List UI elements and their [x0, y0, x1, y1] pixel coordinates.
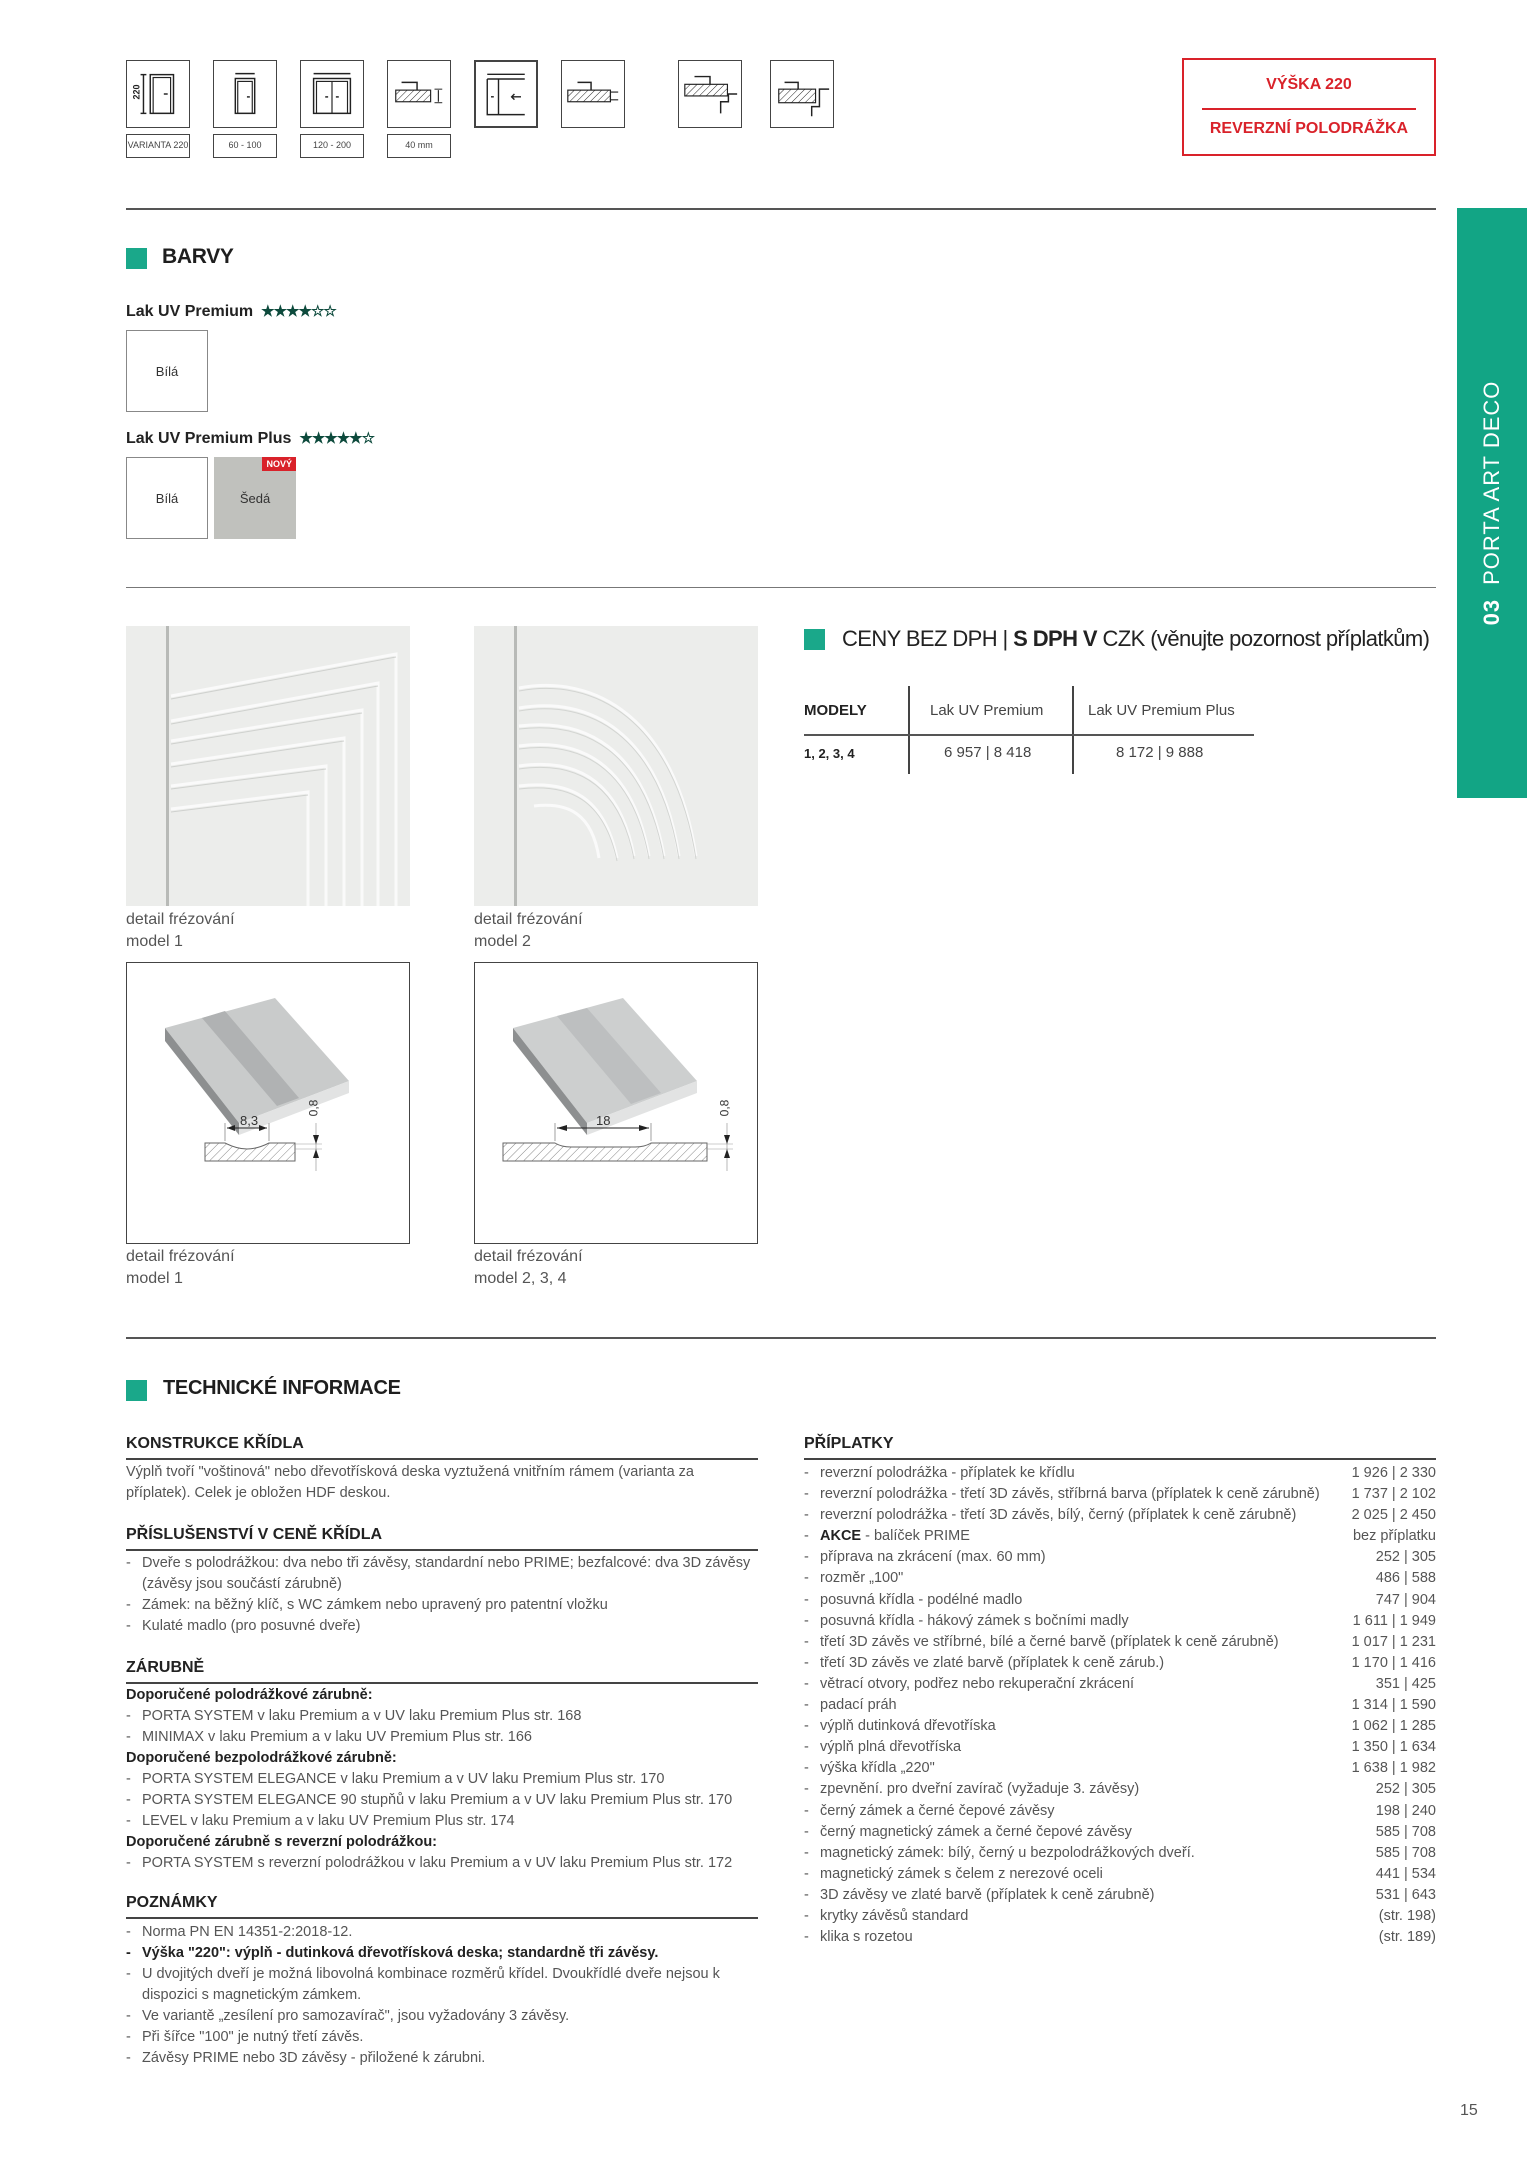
poznamky-list [126, 1922, 758, 2069]
konstrukce-text: Výplň tvoří "voštinová" nebo dřevotřísková deska vyztužená vnitřním rámem (varianta za příplatek). Celek je obložen HDF deskou. [126, 1464, 694, 1501]
divider [804, 1458, 1436, 1460]
priplatky-heading: PŘÍPLATKY [804, 1435, 894, 1452]
zarubne-heading: ZÁRUBNĚ [126, 1659, 205, 1676]
surcharge-label: zpevnění. pro dveřní zavírač (vyžaduje 3. závěsy) [820, 1781, 1140, 1798]
surcharge-row: - větrací otvory, podřez nebo rekuperační zkrácení 351 | 425 [804, 1674, 1436, 1695]
rating-stars-icon: ★★★★☆☆ [261, 303, 336, 320]
row-models: 1, 2, 3, 4 [804, 746, 855, 761]
double-door-icon [300, 60, 364, 128]
surcharge-value: 1 611 | 1 949 [1352, 1612, 1436, 1629]
zarubne-subheading: Doporučené bezpolodrážkové zárubně: [126, 1750, 397, 1766]
surcharge-label: padací práh [820, 1697, 897, 1714]
reverse-rebate-title: REVERZNÍ POLODRÁŽKA [1209, 120, 1409, 137]
single-width-label: 60 - 100 [213, 134, 277, 158]
table-col-divider [908, 686, 910, 774]
surcharge-label: magnetický zámek s čelem z nerezové oceli [820, 1865, 1103, 1882]
milling-photo-model-1 [126, 626, 410, 906]
list-item: - Závěsy PRIME nebo 3D závěsy - přiložené k zárubni. [126, 2048, 758, 2069]
surcharge-label: větrací otvory, podřez nebo rekuperační zkrácení [820, 1675, 1135, 1692]
section-marker-icon [804, 629, 825, 650]
variant-label: VARIANTA 220 [126, 134, 190, 158]
detail-caption-model-1 [126, 1246, 235, 1290]
surcharge-label: třetí 3D závěs ve zlaté barvě (příplatek k ceně zárub.) [820, 1654, 1165, 1671]
surcharge-row: - rozměr „100" 486 | 588 [804, 1568, 1436, 1589]
surcharge-value: 2 025 | 2 450 [1351, 1507, 1436, 1524]
surcharge-value: 486 | 588 [1375, 1570, 1436, 1587]
list-item: - MINIMAX v laku Premium a v laku UV Premium Plus str. 166 [126, 1727, 766, 1748]
surcharge-value: 351 | 425 [1375, 1675, 1436, 1692]
list-item: - PORTA SYSTEM ELEGANCE 90 stupňů v laku Premium a v UV laku Premium Plus str. 170 [126, 1790, 766, 1811]
zarubne-subheading: Doporučené zárubně s reverzní polodrážkou: [126, 1834, 437, 1850]
surcharge-label: výplň plná dřevotříska [820, 1739, 962, 1756]
surcharge-label: posuvná křídla - hákový zámek s bočními madly [820, 1612, 1129, 1629]
list-item-emphasis: - Výška "220": výplň - dutinková dřevotřísková deska; standardně tři závěsy. [126, 1943, 758, 1964]
prices-heading [842, 626, 1429, 652]
caption-line: detail frézování [126, 911, 235, 928]
divider [126, 1549, 758, 1551]
surcharge-value: 1 314 | 1 590 [1351, 1697, 1436, 1714]
surcharge-row: - magnetický zámek: bílý, černý u bezpolodrážkových dveří. 585 | 708 [804, 1843, 1436, 1864]
tech-heading: TECHNICKÉ INFORMACE [163, 1377, 401, 1399]
prices-heading-bold: S DPH V [1013, 626, 1097, 651]
surcharge-value: 252 | 305 [1375, 1549, 1436, 1566]
swatch-label: Bílá [155, 363, 179, 379]
promo-label: AKCE [820, 1528, 862, 1545]
groove-width-dim: 18 [596, 1113, 611, 1128]
surcharge-row: - AKCE - balíček PRIME bez příplatku [804, 1526, 1436, 1547]
prices-heading-note: (věnujte pozornost příplatkům) [1144, 626, 1430, 651]
surcharge-value: bez příplatku [1352, 1528, 1436, 1545]
surcharge-row: - posuvná křídla - hákový zámek s bočními madly 1 611 | 1 949 [804, 1611, 1436, 1632]
prislusenstvi-heading: PŘÍSLUŠENSTVÍ V CENĚ KŘÍDLA [126, 1526, 383, 1543]
header-models: MODELY [804, 702, 867, 719]
caption-line: model 1 [126, 933, 183, 950]
surcharge-label: posuvná křídla - podélné madlo [820, 1591, 1023, 1608]
prices-heading-part: CENY BEZ DPH | [842, 626, 1014, 651]
section-marker-icon [126, 248, 147, 269]
surcharge-row: - posuvná křídla - podélné madlo 747 | 904 [804, 1590, 1436, 1611]
surcharge-label: 3D závěsy ve zlaté barvě (příplatek k ceně zárubně) [820, 1886, 1155, 1903]
zarubne-list [126, 1685, 766, 1874]
caption-line: model 1 [126, 1270, 183, 1287]
height-variant-box [1182, 58, 1436, 156]
surcharge-row: - reverzní polodrážka - příplatek ke křídlu 1 926 | 2 330 [804, 1463, 1436, 1484]
price-premium: 6 957 | 8 418 [944, 744, 1032, 761]
surcharge-label: magnetický zámek: bílý, černý u bezpolodrážkových dveří. [820, 1844, 1195, 1861]
milling-profile-model-1 [126, 962, 410, 1244]
rating-stars-icon: ★★★★★☆ [299, 430, 375, 447]
colors-heading: BARVY [162, 245, 234, 268]
surcharge-row: - zpevnění. pro dveřní zavírač (vyžaduje 3. závěsy) 252 | 305 [804, 1779, 1436, 1800]
divider [1202, 108, 1416, 110]
surcharge-label: výška křídla „220" [820, 1760, 935, 1777]
lak-uv-premium-plus-title [126, 429, 374, 448]
surcharge-label: třetí 3D závěs ve stříbrné, bílé a černé barvě (příplatek k ceně zárubně) [820, 1633, 1279, 1650]
list-item: - LEVEL v laku Premium a v laku UV Premium Plus str. 174 [126, 1811, 766, 1832]
price-premium-plus: 8 172 | 9 888 [1116, 744, 1204, 761]
surcharge-row: - výplň dutinková dřevotříska 1 062 | 1 285 [804, 1716, 1436, 1737]
surcharge-label: rozměr „100" [820, 1570, 904, 1587]
list-item: - Dveře s polodrážkou: dva nebo tři závěsy, standardní nebo PRIME; bezfalcové: dva 3D závěsy (závěsy jsou součástí zárubně) [126, 1553, 758, 1595]
sliding-door-icon [474, 60, 538, 128]
surcharge-label: reverzní polodrážka - třetí 3D závěs, bílý, černý (příplatek k ceně zárubně) [820, 1507, 1297, 1524]
chapter-title: PORTA ART DECO [1479, 380, 1504, 585]
surcharge-value: 1 170 | 1 416 [1351, 1654, 1436, 1671]
list-item: - Ve variantě „zesílení pro samozavírač", jsou vyžadovány 3 závěsy. [126, 2006, 758, 2027]
surcharge-value: 531 | 643 [1375, 1886, 1436, 1903]
surcharge-value: 198 | 240 [1375, 1802, 1436, 1819]
surcharge-row: - 3D závěsy ve zlaté barvě (příplatek k ceně zárubně) 531 | 643 [804, 1885, 1436, 1906]
zarubne-subheading: Doporučené polodrážkové zárubně: [126, 1687, 373, 1703]
list-item: - Kulaté madlo (pro posuvné dveře) [126, 1616, 758, 1637]
surcharge-value: (str. 198) [1378, 1907, 1436, 1924]
surcharge-label: černý zámek a černé čepové závěsy [820, 1802, 1055, 1819]
surcharge-label: klika s rozetou [820, 1929, 913, 1946]
list-item: - Norma PN EN 14351-2:2018-12. [126, 1922, 758, 1943]
swatch-label: Šedá [239, 490, 271, 506]
groove-depth-dim: 0,8 [717, 1099, 732, 1117]
thickness-label: 40 mm [387, 134, 451, 158]
list-item: - PORTA SYSTEM s reverzní polodrážkou v laku Premium a v UV laku Premium Plus str. 172 [126, 1853, 766, 1874]
surcharge-value: 585 | 708 [1375, 1844, 1436, 1861]
lak-uv-premium-title [126, 302, 336, 321]
divider [126, 208, 1436, 210]
color-swatch-white[interactable] [126, 457, 208, 539]
divider [126, 1337, 1436, 1339]
color-swatch-white[interactable] [126, 330, 208, 412]
poznamky-heading: POZNÁMKY [126, 1894, 218, 1911]
surcharge-label: reverzní polodrážka - příplatek ke křídlu [820, 1465, 1075, 1481]
surcharge-row: - klika s rozetou (str. 189) [804, 1927, 1436, 1948]
list-item: - PORTA SYSTEM ELEGANCE v laku Premium a v UV laku Premium Plus str. 170 [126, 1769, 766, 1790]
prislusenstvi-list [126, 1553, 758, 1637]
door-thickness-icon [387, 60, 451, 128]
surcharge-label: reverzní polodrážka - třetí 3D závěs, stříbrná barva (příplatek k ceně zárubně) [820, 1486, 1320, 1503]
rebate-profile-icon [561, 60, 625, 128]
table-header-rule [804, 734, 1254, 736]
caption-line: detail frézování [126, 1248, 235, 1265]
surcharge-value: 1 017 | 1 231 [1351, 1633, 1436, 1650]
page-number: 15 [1460, 2102, 1478, 2119]
promo-text: - balíček PRIME [861, 1528, 970, 1545]
section-marker-icon [126, 1380, 147, 1401]
surcharge-label: výplň dutinková dřevotříska [820, 1718, 996, 1735]
frame-rebate-icon [770, 60, 834, 128]
prices-heading-currency: CZK [1096, 626, 1145, 651]
list-item: - Zámek: na běžný klíč, s WC zámkem nebo upravený pro patentní vložku [126, 1595, 758, 1616]
list-item: - Při šířce "100" je nutný třetí závěs. [126, 2027, 758, 2048]
surcharge-value: 585 | 708 [1375, 1823, 1436, 1840]
finish-name: Lak UV Premium [126, 303, 254, 320]
surcharge-value: (str. 189) [1378, 1929, 1436, 1946]
milling-photo-model-2 [474, 626, 758, 906]
caption-line: detail frézování [474, 1248, 583, 1265]
surcharge-row: - příprava na zkrácení (max. 60 mm) 252 | 305 [804, 1547, 1436, 1568]
new-badge: NOVÝ [262, 457, 296, 471]
height-variant-title: VÝŠKA 220 [1266, 76, 1352, 93]
caption-line: model 2 [474, 933, 531, 950]
surcharge-row: - třetí 3D závěs ve zlaté barvě (příplatek k ceně zárub.) 1 170 | 1 416 [804, 1653, 1436, 1674]
list-item: - U dvojitých dveří je možná libovolná kombinace rozměrů křídel. Dvoukřídlé dveře nejsou k dispozici s magnetickým zámkem. [126, 1964, 758, 2006]
konstrukce-heading: KONSTRUKCE KŘÍDLA [126, 1435, 304, 1452]
table-col-divider [1072, 686, 1074, 774]
surcharge-label [820, 1526, 970, 1547]
swatch-label: Bílá [155, 490, 179, 506]
surcharge-row: - černý magnetický zámek a černé čepové závěsy 585 | 708 [804, 1822, 1436, 1843]
door-height-icon [126, 60, 190, 128]
header-premium-plus: Lak UV Premium Plus [1088, 702, 1235, 719]
double-width-label: 120 - 200 [300, 134, 364, 158]
reverse-rebate-icon [678, 60, 742, 128]
surcharge-value: 1 062 | 1 285 [1351, 1718, 1436, 1735]
surcharge-row: - magnetický zámek s čelem z nerezové oceli 441 | 534 [804, 1864, 1436, 1885]
surcharge-value: 252 | 305 [1375, 1781, 1436, 1798]
surcharge-value: 1 350 | 1 634 [1351, 1739, 1436, 1756]
finish-name: Lak UV Premium Plus [126, 430, 292, 447]
surcharge-row: - reverzní polodrážka - třetí 3D závěs, bílý, černý (příplatek k ceně zárubně) 2 025 | 2 450 [804, 1505, 1436, 1526]
chapter-number: 03 [1479, 598, 1504, 626]
divider [126, 1682, 758, 1684]
chapter-tab [1457, 208, 1527, 798]
surcharge-row: - černý zámek a černé čepové závěsy 198 | 240 [804, 1801, 1436, 1822]
surcharge-value: 1 638 | 1 982 [1351, 1760, 1436, 1777]
surcharge-label: krytky závěsů standard [820, 1907, 969, 1924]
surcharge-list [804, 1463, 1436, 1948]
divider [126, 1917, 758, 1919]
divider [126, 1458, 758, 1460]
surcharge-row: - výplň plná dřevotříska 1 350 | 1 634 [804, 1737, 1436, 1758]
surcharge-row: - reverzní polodrážka - třetí 3D závěs, stříbrná barva (příplatek k ceně zárubně) 1 737 | 2 102 [804, 1484, 1436, 1505]
surcharge-label: černý magnetický zámek a černé čepové závěsy [820, 1823, 1132, 1840]
photo-caption-model-2 [474, 909, 583, 953]
surcharge-row: - padací práh 1 314 | 1 590 [804, 1695, 1436, 1716]
surcharge-row: - třetí 3D závěs ve stříbrné, bílé a černé barvě (příplatek k ceně zárubně) 1 017 | 1 231 [804, 1632, 1436, 1653]
photo-caption-model-1 [126, 909, 235, 953]
detail-caption-model-2-3-4 [474, 1246, 583, 1290]
surcharge-row: - výška křídla „220" 1 638 | 1 982 [804, 1758, 1436, 1779]
list-item: - PORTA SYSTEM v laku Premium a v UV laku Premium Plus str. 168 [126, 1706, 766, 1727]
caption-line: model 2, 3, 4 [474, 1270, 567, 1287]
color-swatch-grey[interactable] [214, 457, 296, 539]
header-premium: Lak UV Premium [930, 702, 1044, 719]
milling-profile-model-2-3-4 [474, 962, 758, 1244]
surcharge-value: 1 737 | 2 102 [1351, 1486, 1436, 1503]
single-door-icon [213, 60, 277, 128]
surcharge-value: 1 926 | 2 330 [1351, 1465, 1436, 1481]
groove-depth-dim: 0,8 [306, 1099, 321, 1117]
groove-width-dim: 8,3 [240, 1113, 259, 1128]
caption-line: detail frézování [474, 911, 583, 928]
divider [126, 587, 1436, 588]
height-label: 220 [131, 84, 142, 100]
surcharge-row: - krytky závěsů standard (str. 198) [804, 1906, 1436, 1927]
surcharge-value: 441 | 534 [1375, 1865, 1436, 1882]
surcharge-value: 747 | 904 [1375, 1591, 1436, 1608]
surcharge-label: příprava na zkrácení (max. 60 mm) [820, 1549, 1046, 1566]
